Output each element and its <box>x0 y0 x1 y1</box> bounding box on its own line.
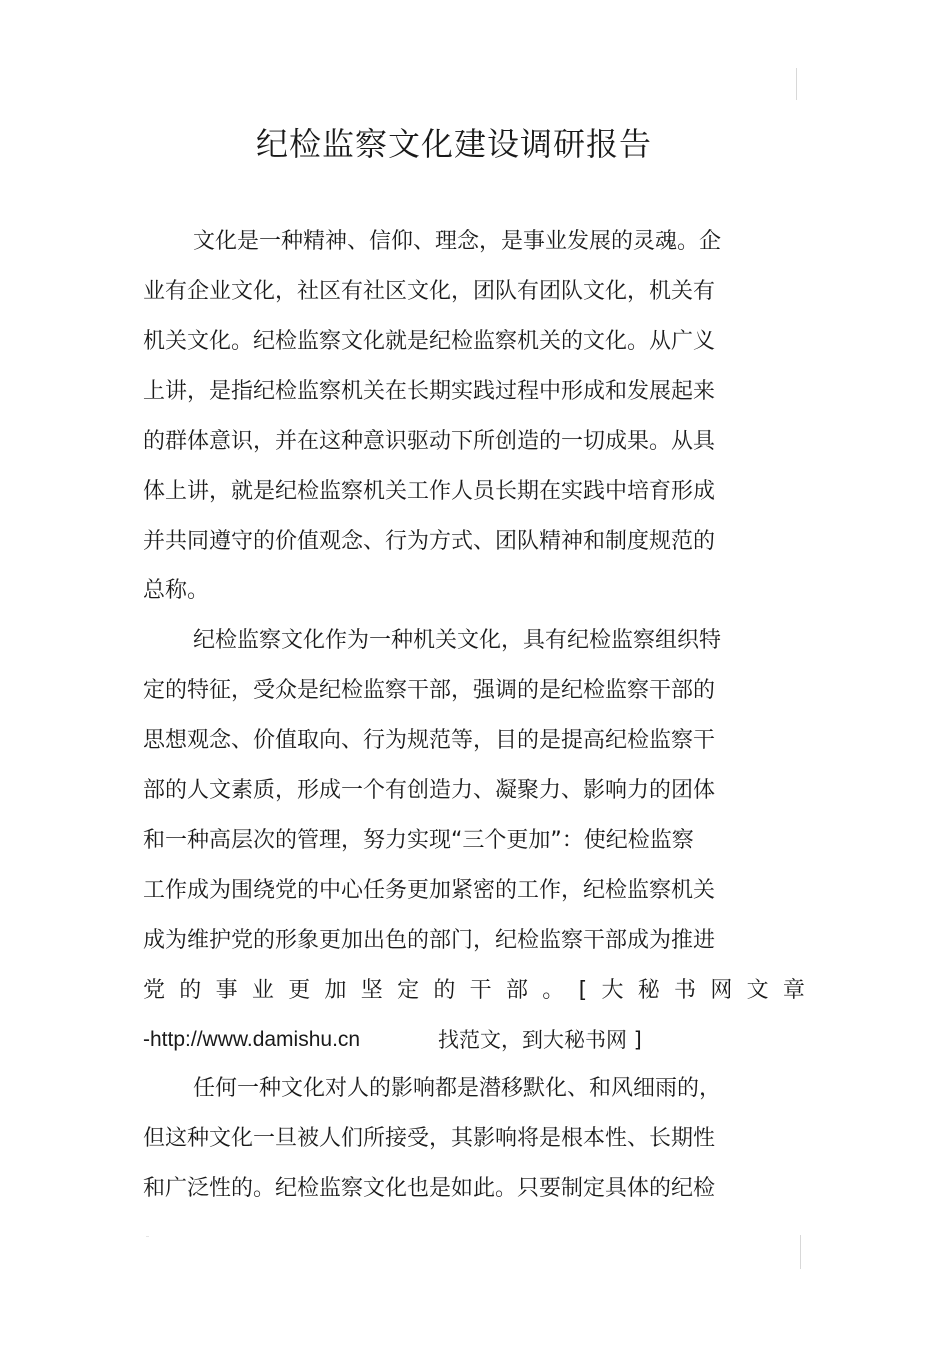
spread-char: 部 <box>505 978 528 1003</box>
spread-char: 干 <box>469 978 492 1003</box>
source-url: -http://www.damishu.cn <box>143 1028 361 1051</box>
paragraph-2-line-2: 定的特征，受众是纪检监察干部，强调的是纪检监察干部的 <box>143 678 716 703</box>
spread-char: 党 <box>143 978 166 1003</box>
source-note: 找范文，到大秘书网 ] <box>438 1028 642 1052</box>
paragraph-2-line-6: 工作成为围绕党的中心任务更加紧密的工作，纪检监察机关 <box>143 878 716 903</box>
spread-char: [ <box>578 978 588 1003</box>
paragraph-2-line-1: 纪检监察文化作为一种机关文化，具有纪检监察组织特 <box>193 628 722 653</box>
crop-mark-top <box>796 68 797 100</box>
paragraph-1-line-1: 文化是一种精神、信仰、理念，是事业发展的灵魂。企 <box>193 229 722 254</box>
paragraph-2-line-7: 成为维护党的形象更加出色的部门，纪检监察干部成为推进 <box>143 928 716 953</box>
spread-line <box>143 976 805 1006</box>
spread-char: 大 <box>601 978 624 1003</box>
spread-char: 章 <box>782 978 805 1003</box>
spread-char: 的 <box>433 978 456 1003</box>
spread-char: 。 <box>542 978 565 1003</box>
paragraph-1-line-7: 并共同遵守的价值观念、行为方式、团队精神和制度规范的 <box>143 529 716 554</box>
paragraph-1-line-3: 机关文化。纪检监察文化就是纪检监察机关的文化。从广义 <box>143 329 716 354</box>
paragraph-1-line-4: 上讲，是指纪检监察机关在长期实践过程中形成和发展起来 <box>143 379 716 404</box>
paragraph-2-line-4: 部的人文素质，形成一个有创造力、凝聚力、影响力的团体 <box>143 778 716 803</box>
paragraph-3-line-2: 但这种文化一旦被人们所接受，其影响将是根本性、长期性 <box>143 1126 716 1151</box>
crop-mark-dot <box>146 1236 149 1237</box>
spread-char: 业 <box>251 978 274 1003</box>
spread-char: 的 <box>179 978 202 1003</box>
spread-char: 更 <box>288 978 311 1003</box>
paragraph-1-line-2: 业有企业文化，社区有社区文化，团队有团队文化，机关有 <box>143 279 716 304</box>
paragraph-3-line-1: 任何一种文化对人的影响都是潜移默化、和风细雨的， <box>193 1076 722 1101</box>
paragraph-1-line-6: 体上讲，就是纪检监察机关工作人员长期在实践中培育形成 <box>143 479 716 504</box>
spread-char: 书 <box>674 978 697 1003</box>
crop-mark-bottom <box>800 1235 801 1269</box>
paragraph-1-line-8: 总称。 <box>143 578 210 603</box>
paragraph-3-line-3: 和广泛性的。纪检监察文化也是如此。只要制定具体的纪检 <box>143 1176 716 1201</box>
spread-char: 加 <box>324 978 347 1003</box>
spread-char: 坚 <box>360 978 383 1003</box>
spread-char: 事 <box>215 978 238 1003</box>
spread-char: 定 <box>397 978 420 1003</box>
paragraph-2-line-5: 和一种高层次的管理，努力实现“三个更加”：使纪检监察 <box>143 828 694 853</box>
document-title: 纪检监察文化建设调研报告 <box>255 125 652 163</box>
spread-char: 秘 <box>637 978 660 1003</box>
spread-char: 网 <box>710 978 733 1003</box>
spread-char: 文 <box>746 978 769 1003</box>
paragraph-1-line-5: 的群体意识，并在这种意识驱动下所创造的一切成果。从具 <box>143 429 716 454</box>
paragraph-2-line-3: 思想观念、价值取向、行为规范等，目的是提高纪检监察干 <box>143 728 716 753</box>
